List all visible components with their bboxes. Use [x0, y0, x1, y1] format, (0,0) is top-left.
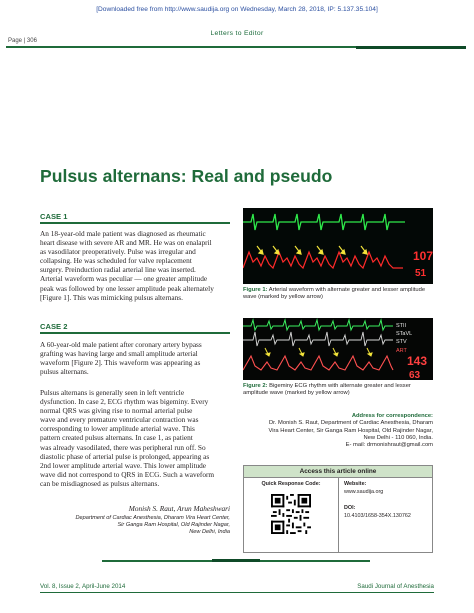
- article-title: Pulsus alternans: Real and pseudo: [40, 166, 333, 186]
- text-line: 2nd lower amplitude arterial wave. This lower amplitude: [40, 460, 207, 470]
- affiliation-line: Sir Ganga Ram Hospital, Old Rajinder Nagar,: [117, 522, 230, 529]
- website-label: Website:: [344, 481, 367, 487]
- footer-rule-accent: [212, 559, 260, 562]
- doi-value[interactable]: 10.4103/1658-354X.130762: [344, 513, 411, 519]
- affiliation-line: New Delhi, India: [189, 529, 230, 536]
- monitor-value: 107: [413, 249, 433, 263]
- running-head: Letters to Editor: [210, 30, 264, 37]
- website-link[interactable]: www.saudija.org: [344, 489, 384, 495]
- text-line: can be misdiagnosed as pulsus alternans.: [40, 478, 160, 488]
- monitor-label: STaVL: [396, 331, 413, 337]
- case2-paragraph: [40, 340, 230, 376]
- case1-rule: [40, 222, 230, 224]
- monitor-value: 143: [407, 354, 428, 368]
- figure2-text: Bigeminy ECG rhythm with alternate greater and lesser amplitude wave (marked by yellow arrow): [243, 383, 411, 397]
- download-notice: [Downloaded free from http://www.saudija.org on Wednesday, March 28, 2018, IP: 5.137.35.104]: [96, 6, 378, 13]
- figure1-caption: [243, 287, 435, 302]
- figure2-image: [243, 318, 433, 380]
- text-line: Pulsus alternans is generally seen in left ventricle: [40, 388, 185, 397]
- footer-volume: Vol. 8, Issue 2, April-June 2014: [40, 583, 126, 590]
- text-line: Arterial waveform was peculiar — one greater amplitude: [40, 274, 208, 284]
- text-line: waveform [Figure 2]. This waveform was appearing as: [40, 358, 201, 368]
- text-line: wave did not correspond to QRS in ECG. Such a waveform: [40, 469, 215, 479]
- figure2-label: Figure 2:: [243, 383, 268, 389]
- text-line: heart disease with severe AR and MR. He was on enalapril: [40, 238, 212, 248]
- affiliation: [40, 515, 230, 537]
- qr-label: Quick Response Code:: [261, 481, 321, 487]
- monitor-value: 63: [409, 370, 421, 380]
- text-line: normal QRS was giving rise to normal arterial pulse: [40, 406, 193, 416]
- footer-underline: [40, 592, 434, 593]
- access-heading: Access this article online: [244, 466, 432, 478]
- figure2-caption: [243, 383, 435, 398]
- correspondence-email[interactable]: E- mail: drmonishraut@gmail.com: [345, 442, 433, 449]
- text-line: grafting was having large and small amplitude arterial: [40, 349, 198, 359]
- text-line: A 60-year-old male patient after coronary artery bypass: [40, 340, 202, 349]
- text-line: pulsus alternans.: [40, 367, 89, 377]
- text-line: peak was followed by one lesser amplitude peak alternately: [40, 283, 214, 293]
- correspondence-line: New Delhi - 110 060, India.: [363, 434, 433, 441]
- text-line: was already vasodilated, there was peripheral run off. So: [40, 442, 206, 452]
- monitor-label: ART: [396, 348, 407, 354]
- correspondence-block: [243, 413, 433, 449]
- monitor-label: STV: [396, 339, 407, 345]
- affiliation-line: Department of Cardiac Anesthesia, Dharam Vira Heart Center,: [75, 515, 230, 521]
- doi-label: DOI:: [344, 505, 356, 511]
- monitor-label: STII: [396, 323, 407, 329]
- correspondence-line: Vira Heart Center, Sir Ganga Ram Hospital, Old Rajinder Nagar,: [268, 427, 433, 434]
- correspondence-title: Address for correspondence:: [351, 413, 433, 419]
- figure1-image: [243, 208, 433, 284]
- article-links: [341, 478, 433, 553]
- correspondence-line: Dr. Monish S. Raut, Department of Cardiac Anesthesia, Dharam: [269, 420, 433, 427]
- header-rule-accent: [356, 46, 466, 49]
- text-line: wave and every premature ventricular contraction was: [40, 415, 199, 425]
- text-line: [Figure 1]. This was mimicking pulsus alternans.: [40, 292, 183, 302]
- author-line: Monish S. Raut, Arun Maheshwari: [128, 504, 230, 513]
- page-label: Page | 306: [8, 38, 37, 44]
- figure1-text: Arterial waveform with alternate greater and lesser amplitude wave (marked by yellow arrow): [243, 287, 426, 301]
- text-line: pattern created pulsus alternans. In case 1, as patient: [40, 433, 193, 443]
- text-line: as vasodilator preoperatively. Pulse was irregular and: [40, 247, 196, 257]
- footer-journal: Saudi Journal of Anesthesia: [357, 583, 434, 590]
- case2-heading: CASE 2: [40, 322, 68, 331]
- text-line: collapsing. He was scheduled for valve replacement: [40, 256, 192, 266]
- qr-code-icon[interactable]: [271, 494, 311, 534]
- discussion-paragraph: [40, 388, 230, 488]
- text-line: An 18-year-old male patient was diagnosed as rheumatic: [40, 229, 206, 238]
- monitor-value: 51: [415, 268, 427, 279]
- text-line: dysfunction. In case 2, ECG rhythm was bigeminy. Every: [40, 397, 209, 407]
- case1-heading: CASE 1: [40, 212, 68, 221]
- case2-rule: [40, 332, 230, 334]
- text-line: diastolic phase of arterial pulse is prolonged, appearing as: [40, 451, 210, 461]
- text-line: corresponding to lower amplitude arterial wave. This: [40, 424, 195, 434]
- case1-paragraph: [40, 229, 230, 302]
- qr-section: [244, 478, 339, 553]
- access-online-box: [243, 465, 433, 553]
- figure1-label: Figure 1:: [243, 287, 268, 293]
- figure1-waveform: [243, 208, 433, 284]
- figure2-waveform: [243, 318, 433, 380]
- text-line: surgery. Preinduction radial arterial line was inserted.: [40, 265, 196, 275]
